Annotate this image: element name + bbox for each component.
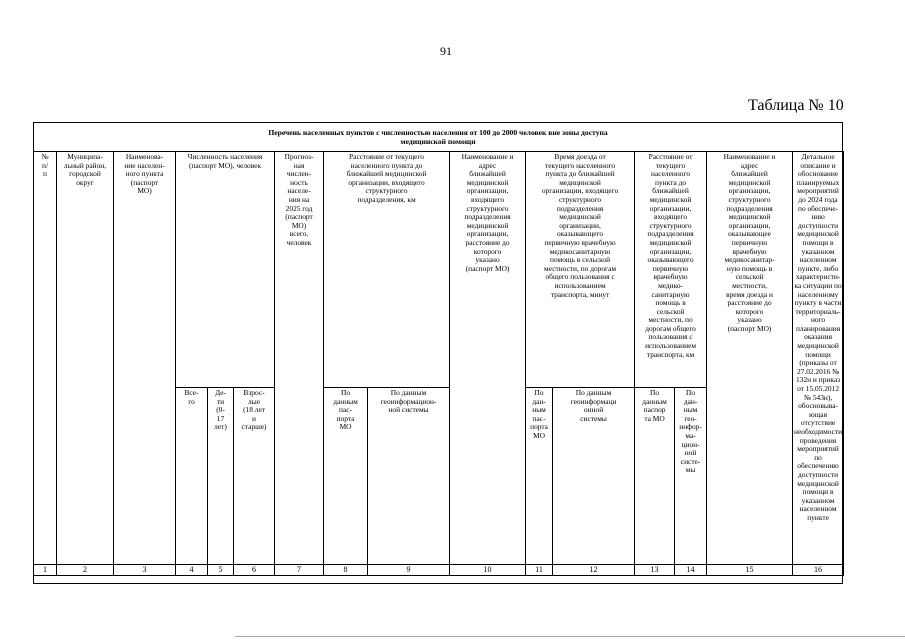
road-distance-group-header: Расстояние от текущего населенного пункта до ближайшей медицинской организации, входящего структурного подразделения медицинской организации, оказывающего первичную врачебную медико- санитарную помощь в сельской местности, по дорогам общего пользования с использованием транспорта, км: [635, 152, 707, 388]
col-1-header: № п/ п: [34, 152, 57, 565]
col-15-header: Наименование и адрес ближайшей медицинской организации, структурного подразделения медицинской организации, оказывающее первичную врачебную медикосанитар- ную помощь в сельской местности, время доезда и расстояние до которого указано (паспорт МО): [707, 152, 793, 565]
col-number: 7: [275, 565, 324, 576]
col-number: 10: [450, 565, 526, 576]
table-label: Таблица № 10: [748, 97, 844, 114]
col-number: 11: [526, 565, 553, 576]
col-number: 13: [635, 565, 675, 576]
col-4-header: Все- го: [176, 388, 208, 565]
col-number: 15: [707, 565, 793, 576]
col-number: 9: [368, 565, 450, 576]
header-table: [33, 151, 844, 576]
col-number: 1: [34, 565, 57, 576]
col-8-header: По данным пас- порта МО: [324, 388, 368, 565]
col-number: 12: [553, 565, 635, 576]
col-number: 5: [208, 565, 234, 576]
col-5-header: Де- ти (0- 17 лет): [208, 388, 234, 565]
col-3-header: Наименова- ние населен- ного пункта (паспорт МО): [114, 152, 176, 565]
col-6-header: Взрос- лые (18 лет и старше): [234, 388, 275, 565]
column-number-row: [34, 565, 844, 576]
scan-edge-line: [235, 636, 905, 637]
col-number: 2: [57, 565, 114, 576]
col-number: 14: [675, 565, 707, 576]
table-caption: [33, 128, 843, 146]
caption-line-2: медицинской помощи: [400, 137, 476, 146]
col-16-header: Детальное описание и обоснование планируемых мероприятий до 2024 года по обеспече- нию доступности медицинской помощи в указанном населенном пункте, либо характеристи- ка ситуации по населенному пункту в части территориаль- ного планирования оказания медицинской помощи (приказы от 27.02.2016 № 132н и приказ от 15.05.2012 № 543н), обосновыва- ющая отсутствие необходимости проведения мероприятий по обеспечению доступности медицинской помощи в указанном населенном пункте: [793, 152, 844, 565]
distance-group-header: Расстояние от текущего населенного пункта до ближайшей медицинской организации, входящего структурного подразделения, км: [324, 152, 450, 388]
col-13-header: По данным паспор та МО: [635, 388, 675, 565]
col-11-header: По дан- ным пас- порта МО: [526, 388, 553, 565]
col-14-header: По дан- ным гео- инфор- ма- цион- ной систе- мы: [675, 388, 707, 565]
col-number: 8: [324, 565, 368, 576]
col-12-header: По данным геоинформаци онной системы: [553, 388, 635, 565]
page-number: 91: [440, 44, 452, 58]
caption-line-1: Перечень населенных пунктов с численностью населения от 100 до 2000 человек вне зоны доступа: [268, 128, 608, 137]
col-7-header: Прогноз- ная числен- ность населе- ния на 2025 год (паспорт МО) всего, человек: [275, 152, 324, 565]
travel-time-group-header: Время доезда от текущего населенного пункта до ближайшей медицинской организации, входящего структурного подразделения медицинской организации, оказывающего первичную врачебную медикосанитарную помощь в сельской местности, по дорогам общего пользования с использованием транспорта, минут: [526, 152, 635, 388]
population-group-header: Численность населения (паспорт МО), человек: [176, 152, 275, 388]
col-10-header: Наименование и адрес ближайшей медицинской организации, входящего структурного подразделения медицинской организации, расстояние до которого указано (паспорт МО): [450, 152, 526, 565]
col-2-header: Муниципа- льный район, городской округ: [57, 152, 114, 565]
col-number: 4: [176, 565, 208, 576]
col-number: 16: [793, 565, 844, 576]
col-number: 3: [114, 565, 176, 576]
col-number: 6: [234, 565, 275, 576]
col-9-header: По данным геоинформацион- ной системы: [368, 388, 450, 565]
